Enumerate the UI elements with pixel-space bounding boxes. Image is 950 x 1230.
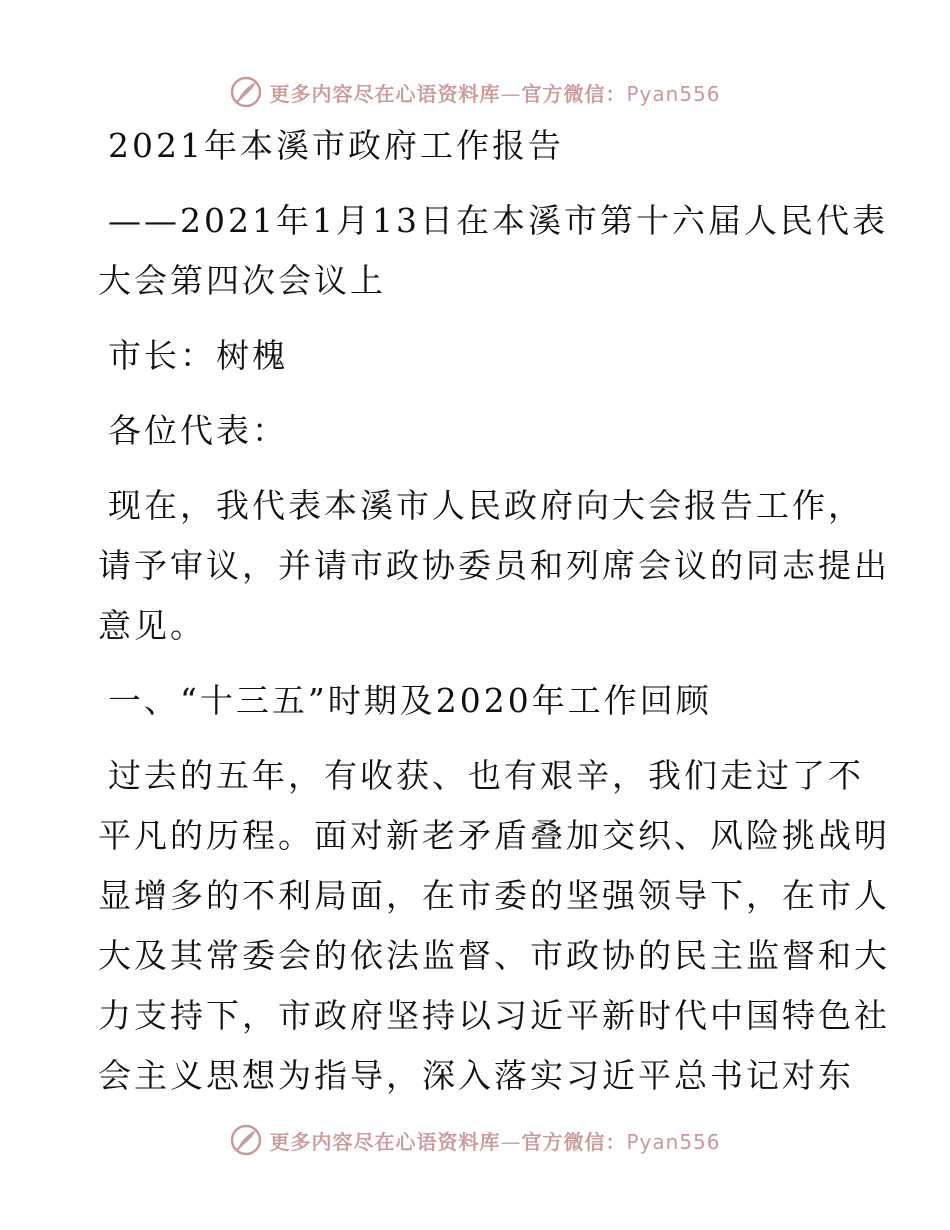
body-line: 过去的五年，有收获、也有艰辛，我们走过了不 [108,756,864,795]
watermark-contact-value: Pyan556 [626,81,721,106]
salutation: 各位代表： [108,411,288,450]
document-title: 2021年本溪市政府工作报告 [108,126,564,165]
body-line: 平凡的历程。面对新老矛盾叠加交织、风险挑战明 [98,816,890,855]
body-line: 力支持下，市政府坚持以习近平新时代中国特色社 [98,996,890,1035]
watermark-text [269,1126,720,1155]
watermark-contact-label: 官方微信： [521,1129,627,1154]
watermark-footer [0,1120,950,1160]
intro-line: 意见。 [98,606,206,645]
body-line: 显增多的不利局面，在市委的坚强领导下，在市人 [98,876,890,915]
section-heading: 一、“十三五”时期及2020年工作回顾 [108,681,712,720]
subtitle-line: ——2021年1月13日在本溪市第十六届人民代表 [108,201,888,240]
watermark-site-text: 更多内容尽在心语资料库 [269,81,501,106]
watermark-separator: — [500,1129,522,1154]
intro-line: 请予审议，并请市政协委员和列席会议的同志提出 [98,546,890,585]
body-line: 会主义思想为指导，深入落实习近平总书记对东 [98,1056,854,1095]
author-line: 市长：树槐 [108,336,288,375]
subtitle-line: 大会第四次会议上 [98,261,386,300]
document-body [98,116,890,1106]
feather-pen-logo-icon [229,75,263,109]
watermark-text [269,78,720,107]
watermark-site-text: 更多内容尽在心语资料库 [269,1129,501,1154]
intro-line: 现在，我代表本溪市人民政府向大会报告工作， [108,486,864,525]
watermark-contact-label: 官方微信： [521,81,627,106]
watermark-separator: — [500,81,522,106]
watermark-contact-value: Pyan556 [626,1129,721,1154]
feather-pen-logo-icon [229,1123,263,1157]
body-line: 大及其常委会的依法监督、市政协的民主监督和大 [98,936,890,975]
watermark-header [0,72,950,112]
